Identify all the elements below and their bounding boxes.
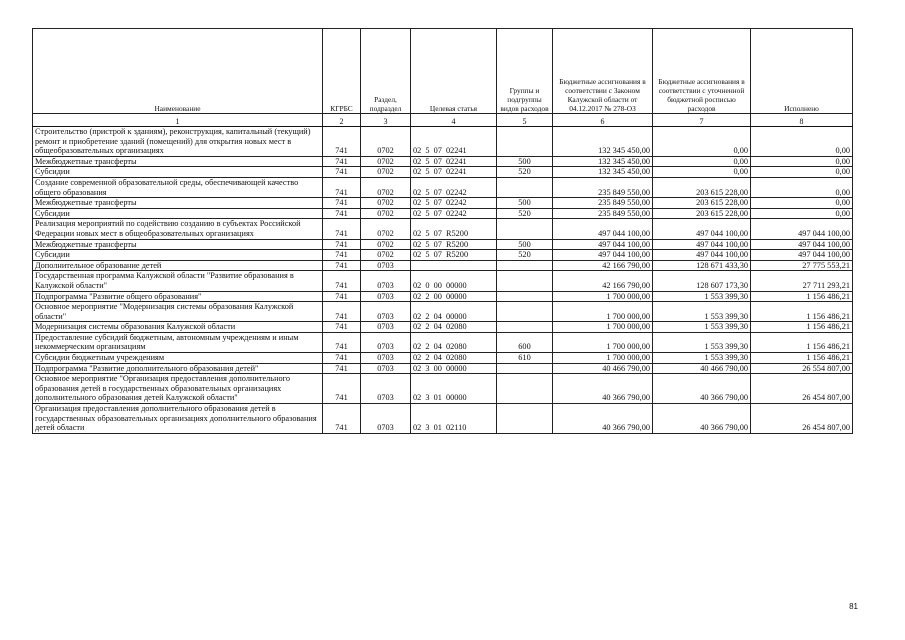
row-target: 02 5 07 02241 bbox=[411, 167, 497, 178]
row-target: 02 5 07 02242 bbox=[411, 177, 497, 197]
row-refined-amount: 1 553 399,30 bbox=[653, 332, 751, 352]
row-name: Субсидии bbox=[33, 250, 323, 261]
row-group bbox=[497, 127, 553, 157]
row-refined-amount: 203 615 228,00 bbox=[653, 208, 751, 219]
row-kgrbs: 741 bbox=[323, 198, 361, 209]
row-target: 02 5 07 R5200 bbox=[411, 219, 497, 239]
row-refined-amount: 0,00 bbox=[653, 127, 751, 157]
column-number: 3 bbox=[361, 114, 411, 127]
row-law-amount: 42 166 790,00 bbox=[553, 271, 653, 291]
table-row bbox=[33, 271, 853, 291]
row-section: 0702 bbox=[361, 250, 411, 261]
row-law-amount: 40 366 790,00 bbox=[553, 374, 653, 404]
row-law-amount: 1 700 000,00 bbox=[553, 291, 653, 302]
row-refined-amount: 497 044 100,00 bbox=[653, 250, 751, 261]
column-number: 8 bbox=[751, 114, 853, 127]
row-refined-amount: 1 553 399,30 bbox=[653, 291, 751, 302]
row-law-amount: 1 700 000,00 bbox=[553, 322, 653, 333]
row-group: 610 bbox=[497, 353, 553, 364]
table-row bbox=[33, 302, 853, 322]
row-kgrbs: 741 bbox=[323, 374, 361, 404]
row-kgrbs: 741 bbox=[323, 177, 361, 197]
row-executed-amount: 497 044 100,00 bbox=[751, 239, 853, 250]
row-refined-amount: 497 044 100,00 bbox=[653, 219, 751, 239]
table-row bbox=[33, 219, 853, 239]
row-group bbox=[497, 404, 553, 434]
table-row bbox=[33, 404, 853, 434]
row-section: 0703 bbox=[361, 332, 411, 352]
column-number: 7 bbox=[653, 114, 751, 127]
table-body bbox=[33, 127, 853, 434]
row-executed-amount: 0,00 bbox=[751, 167, 853, 178]
row-refined-amount: 128 607 173,30 bbox=[653, 271, 751, 291]
row-law-amount: 497 044 100,00 bbox=[553, 219, 653, 239]
table-row bbox=[33, 156, 853, 167]
row-kgrbs: 741 bbox=[323, 322, 361, 333]
row-name: Организация предоставления дополнительного образования детей в государственных образовательных организациях дополнительного образования детей области bbox=[33, 404, 323, 434]
row-kgrbs: 741 bbox=[323, 353, 361, 364]
row-section: 0702 bbox=[361, 177, 411, 197]
row-refined-amount: 203 615 228,00 bbox=[653, 177, 751, 197]
row-target: 02 5 07 R5200 bbox=[411, 239, 497, 250]
row-target bbox=[411, 260, 497, 271]
row-section: 0703 bbox=[361, 363, 411, 374]
row-refined-amount: 128 671 433,30 bbox=[653, 260, 751, 271]
row-section: 0702 bbox=[361, 127, 411, 157]
row-executed-amount: 1 156 486,21 bbox=[751, 353, 853, 364]
row-executed-amount: 27 775 553,21 bbox=[751, 260, 853, 271]
row-group bbox=[497, 302, 553, 322]
row-group bbox=[497, 291, 553, 302]
row-law-amount: 42 166 790,00 bbox=[553, 260, 653, 271]
row-name: Строительство (пристрой к зданиям), реконструкция, капитальный (текущий) ремонт и приобретение зданий (помещений) для открытия новых мест в общеобразовательных организациях bbox=[33, 127, 323, 157]
row-group: 600 bbox=[497, 332, 553, 352]
page-number: 81 bbox=[849, 602, 858, 611]
row-kgrbs: 741 bbox=[323, 302, 361, 322]
table-row bbox=[33, 260, 853, 271]
table-row bbox=[33, 239, 853, 250]
table-row bbox=[33, 208, 853, 219]
table-row bbox=[33, 374, 853, 404]
row-executed-amount: 26 554 807,00 bbox=[751, 363, 853, 374]
table-row bbox=[33, 332, 853, 352]
row-group bbox=[497, 260, 553, 271]
row-target: 02 2 04 00000 bbox=[411, 302, 497, 322]
row-refined-amount: 203 615 228,00 bbox=[653, 198, 751, 209]
table-row bbox=[33, 177, 853, 197]
row-executed-amount: 0,00 bbox=[751, 177, 853, 197]
row-section: 0703 bbox=[361, 260, 411, 271]
row-group: 500 bbox=[497, 198, 553, 209]
row-executed-amount: 0,00 bbox=[751, 198, 853, 209]
row-section: 0703 bbox=[361, 374, 411, 404]
row-law-amount: 235 849 550,00 bbox=[553, 177, 653, 197]
row-law-amount: 235 849 550,00 bbox=[553, 208, 653, 219]
header-executed: Исполнено bbox=[751, 29, 853, 114]
row-law-amount: 132 345 450,00 bbox=[553, 167, 653, 178]
row-kgrbs: 741 bbox=[323, 239, 361, 250]
row-executed-amount: 26 454 807,00 bbox=[751, 404, 853, 434]
row-executed-amount: 497 044 100,00 bbox=[751, 250, 853, 261]
row-refined-amount: 1 553 399,30 bbox=[653, 302, 751, 322]
row-name: Межбюджетные трансферты bbox=[33, 198, 323, 209]
row-name: Реализация мероприятий по содействию созданию в субъектах Российской Федерации новых мест в общеобразовательных организациях bbox=[33, 219, 323, 239]
row-refined-amount: 1 553 399,30 bbox=[653, 353, 751, 364]
row-name: Субсидии bbox=[33, 208, 323, 219]
row-name: Дополнительное образование детей bbox=[33, 260, 323, 271]
row-kgrbs: 741 bbox=[323, 219, 361, 239]
row-name: Подпрограмма "Развитие дополнительного образования детей" bbox=[33, 363, 323, 374]
row-executed-amount: 1 156 486,21 bbox=[751, 302, 853, 322]
row-refined-amount: 40 366 790,00 bbox=[653, 404, 751, 434]
row-name: Межбюджетные трансферты bbox=[33, 239, 323, 250]
row-kgrbs: 741 bbox=[323, 156, 361, 167]
row-kgrbs: 741 bbox=[323, 404, 361, 434]
row-section: 0703 bbox=[361, 291, 411, 302]
table-row bbox=[33, 198, 853, 209]
row-executed-amount: 0,00 bbox=[751, 127, 853, 157]
row-kgrbs: 741 bbox=[323, 127, 361, 157]
row-law-amount: 1 700 000,00 bbox=[553, 302, 653, 322]
row-target: 02 5 07 02241 bbox=[411, 156, 497, 167]
row-target: 02 0 00 00000 bbox=[411, 271, 497, 291]
table-row bbox=[33, 127, 853, 157]
row-group: 500 bbox=[497, 156, 553, 167]
row-executed-amount: 0,00 bbox=[751, 156, 853, 167]
row-law-amount: 1 700 000,00 bbox=[553, 353, 653, 364]
row-kgrbs: 741 bbox=[323, 291, 361, 302]
header-kgrbs: КГРБС bbox=[323, 29, 361, 114]
row-group bbox=[497, 271, 553, 291]
row-group bbox=[497, 363, 553, 374]
row-name: Модернизация системы образования Калужской области bbox=[33, 322, 323, 333]
row-kgrbs: 741 bbox=[323, 167, 361, 178]
row-executed-amount: 0,00 bbox=[751, 208, 853, 219]
row-law-amount: 497 044 100,00 bbox=[553, 239, 653, 250]
table-row bbox=[33, 167, 853, 178]
column-number-row bbox=[33, 114, 853, 127]
row-name: Государственная программа Калужской области "Развитие образования в Калужской области" bbox=[33, 271, 323, 291]
row-section: 0703 bbox=[361, 302, 411, 322]
row-target: 02 5 07 02242 bbox=[411, 198, 497, 209]
row-kgrbs: 741 bbox=[323, 250, 361, 261]
row-target: 02 3 01 00000 bbox=[411, 374, 497, 404]
row-law-amount: 132 345 450,00 bbox=[553, 156, 653, 167]
row-group bbox=[497, 219, 553, 239]
row-group: 500 bbox=[497, 239, 553, 250]
row-section: 0703 bbox=[361, 322, 411, 333]
row-name: Субсидии bbox=[33, 167, 323, 178]
row-name: Предоставление субсидий бюджетным, автономным учреждениям и иным некоммерческим организациям bbox=[33, 332, 323, 352]
row-target: 02 2 04 02080 bbox=[411, 332, 497, 352]
column-number: 6 bbox=[553, 114, 653, 127]
header-target: Целевая статья bbox=[411, 29, 497, 114]
row-name: Подпрограмма "Развитие общего образования" bbox=[33, 291, 323, 302]
row-executed-amount: 27 711 293,21 bbox=[751, 271, 853, 291]
row-name: Основное мероприятие "Модернизация системы образования Калужской области" bbox=[33, 302, 323, 322]
row-refined-amount: 40 466 790,00 bbox=[653, 363, 751, 374]
row-target: 02 3 01 02110 bbox=[411, 404, 497, 434]
row-target: 02 5 07 02241 bbox=[411, 127, 497, 157]
header-group: Группы и подгруппы видов расходов bbox=[497, 29, 553, 114]
row-section: 0702 bbox=[361, 239, 411, 250]
row-group: 520 bbox=[497, 250, 553, 261]
row-executed-amount: 1 156 486,21 bbox=[751, 291, 853, 302]
row-law-amount: 40 466 790,00 bbox=[553, 363, 653, 374]
table-row bbox=[33, 353, 853, 364]
column-number: 1 bbox=[33, 114, 323, 127]
header-row bbox=[33, 29, 853, 114]
row-section: 0702 bbox=[361, 219, 411, 239]
row-law-amount: 235 849 550,00 bbox=[553, 198, 653, 209]
row-target: 02 2 00 00000 bbox=[411, 291, 497, 302]
budget-table bbox=[32, 28, 853, 434]
row-law-amount: 1 700 000,00 bbox=[553, 332, 653, 352]
row-section: 0702 bbox=[361, 208, 411, 219]
row-executed-amount: 1 156 486,21 bbox=[751, 322, 853, 333]
row-target: 02 5 07 02242 bbox=[411, 208, 497, 219]
row-target: 02 3 00 00000 bbox=[411, 363, 497, 374]
row-refined-amount: 497 044 100,00 bbox=[653, 239, 751, 250]
row-section: 0702 bbox=[361, 198, 411, 209]
row-law-amount: 497 044 100,00 bbox=[553, 250, 653, 261]
row-group: 520 bbox=[497, 208, 553, 219]
row-kgrbs: 741 bbox=[323, 208, 361, 219]
row-name: Субсидии бюджетным учреждениям bbox=[33, 353, 323, 364]
row-kgrbs: 741 bbox=[323, 332, 361, 352]
header-refined: Бюджетные ассигнования в соответствии с уточненной бюджетной росписью расходов bbox=[653, 29, 751, 114]
row-section: 0703 bbox=[361, 404, 411, 434]
row-executed-amount: 26 454 807,00 bbox=[751, 374, 853, 404]
row-group bbox=[497, 177, 553, 197]
row-refined-amount: 1 553 399,30 bbox=[653, 322, 751, 333]
row-kgrbs: 741 bbox=[323, 363, 361, 374]
row-name: Создание современной образовательной среды, обеспечивающей качество общего образования bbox=[33, 177, 323, 197]
column-number: 2 bbox=[323, 114, 361, 127]
row-target: 02 2 04 02080 bbox=[411, 353, 497, 364]
row-section: 0702 bbox=[361, 156, 411, 167]
row-name: Межбюджетные трансферты bbox=[33, 156, 323, 167]
row-group: 520 bbox=[497, 167, 553, 178]
row-target: 02 5 07 R5200 bbox=[411, 250, 497, 261]
row-section: 0703 bbox=[361, 271, 411, 291]
row-kgrbs: 741 bbox=[323, 271, 361, 291]
row-target: 02 2 04 02080 bbox=[411, 322, 497, 333]
row-refined-amount: 0,00 bbox=[653, 167, 751, 178]
table-row bbox=[33, 363, 853, 374]
header-name: Наименование bbox=[33, 29, 323, 114]
row-refined-amount: 40 366 790,00 bbox=[653, 374, 751, 404]
column-number: 4 bbox=[411, 114, 497, 127]
row-section: 0703 bbox=[361, 353, 411, 364]
row-executed-amount: 1 156 486,21 bbox=[751, 332, 853, 352]
table-row bbox=[33, 250, 853, 261]
column-number: 5 bbox=[497, 114, 553, 127]
row-group bbox=[497, 322, 553, 333]
row-group bbox=[497, 374, 553, 404]
row-kgrbs: 741 bbox=[323, 260, 361, 271]
row-executed-amount: 497 044 100,00 bbox=[751, 219, 853, 239]
row-section: 0702 bbox=[361, 167, 411, 178]
row-law-amount: 132 345 450,00 bbox=[553, 127, 653, 157]
row-law-amount: 40 366 790,00 bbox=[553, 404, 653, 434]
row-name: Основное мероприятие "Организация предоставления дополнительного образования детей в государственных образовательных организациях дополнительного образования детей Калужской области" bbox=[33, 374, 323, 404]
table-row bbox=[33, 291, 853, 302]
header-section: Раздел, подраздел bbox=[361, 29, 411, 114]
table-row bbox=[33, 322, 853, 333]
row-refined-amount: 0,00 bbox=[653, 156, 751, 167]
header-law: Бюджетные ассигнования в соответствии с Законом Калужской области от 04.12.2017 № 278-ОЗ bbox=[553, 29, 653, 114]
